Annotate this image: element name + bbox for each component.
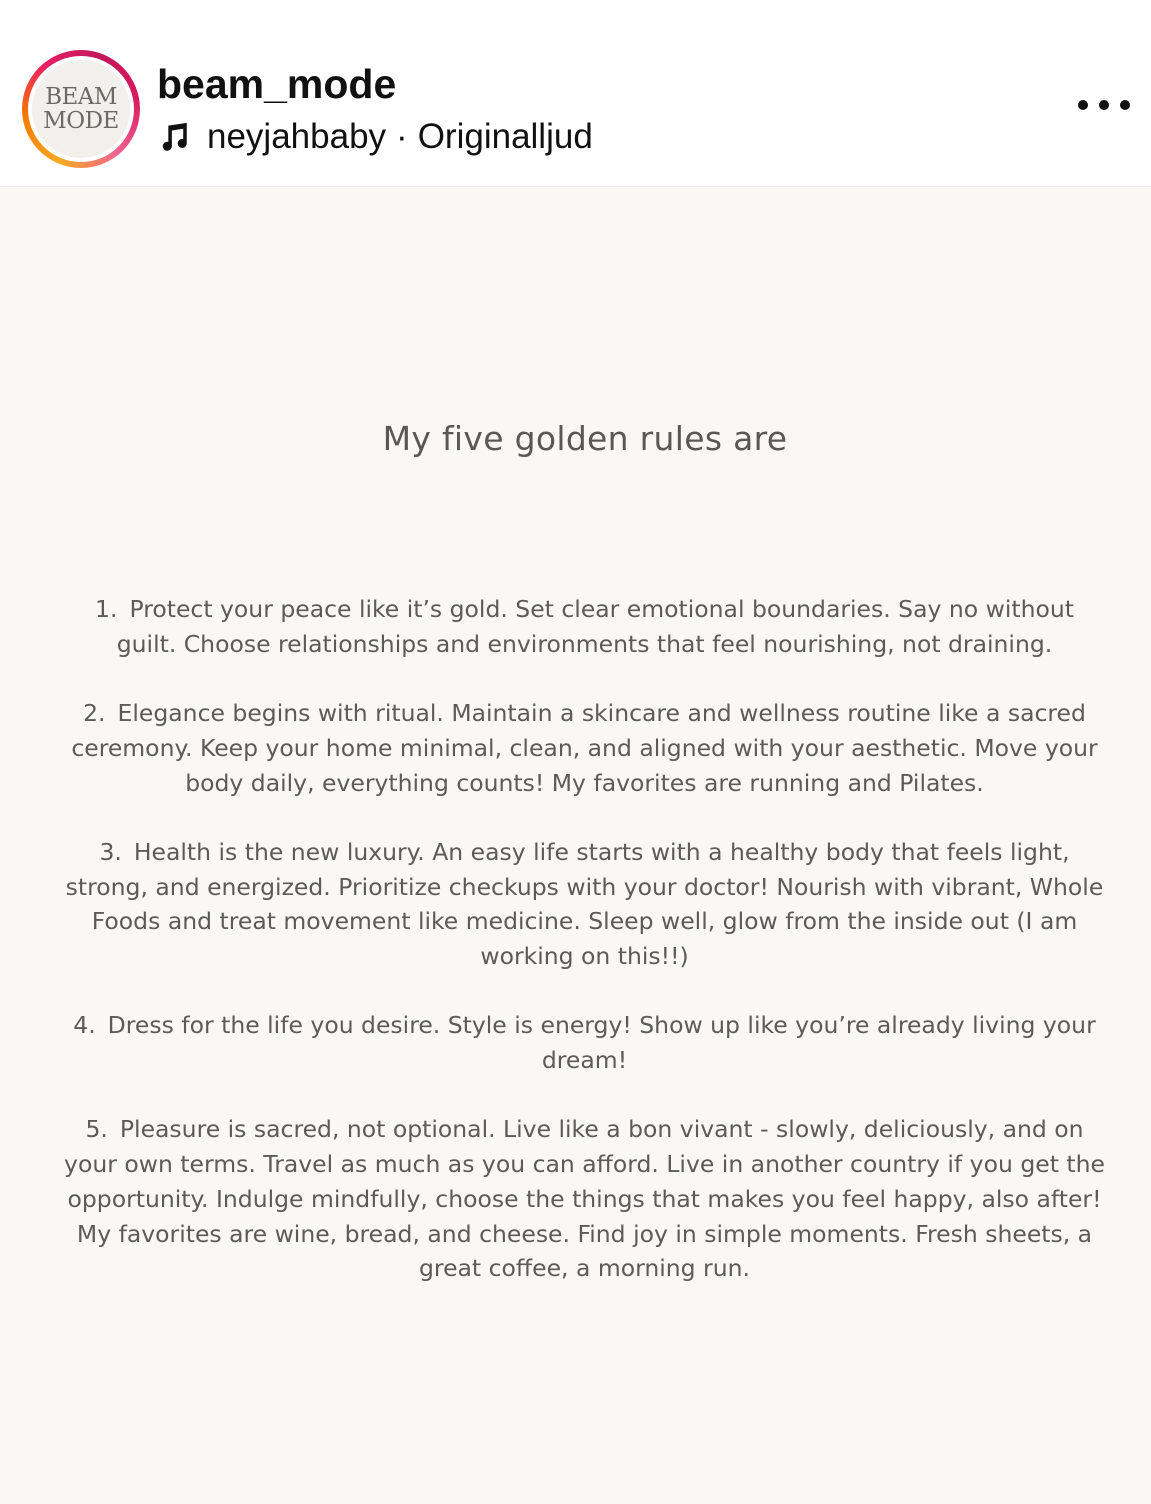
rule-item (62, 1008, 1107, 1077)
rule-item (62, 592, 1107, 661)
rule-number: 1. (95, 595, 118, 623)
story-ring[interactable] (22, 50, 140, 168)
music-note-icon (157, 120, 191, 154)
audio-separator: · (396, 117, 408, 156)
post-image (0, 187, 1151, 1504)
username-link[interactable]: beam_mode (157, 61, 397, 107)
audio-artist: neyjahbaby (207, 117, 387, 156)
post-title: My five golden rules are (382, 419, 788, 458)
avatar-text-line2: MODE (43, 108, 119, 134)
avatar[interactable] (32, 60, 130, 158)
rule-text: Dress for the life you desire. Style is energy! Show up like you’re already living your dream! (107, 1011, 1096, 1075)
rules-list (62, 592, 1107, 1321)
more-options-icon (1078, 100, 1130, 110)
rule-number: 3. (99, 837, 122, 866)
avatar-text-line1: BEAM (45, 84, 117, 110)
rule-text: Pleasure is sacred, not optional. Live like a bon vivant - slowly, deliciously, and on your own terms. Travel as much as you can afford. Live in another country if you get the opportunity. Indulge mindfully, choose the things that makes you feel happy, also after! My favorites are wine, bread, and cheese. Find joy in simple moments. Fresh sheets, a great coffee, a morning run. (64, 1115, 1105, 1283)
rule-text: Health is the new luxury. An easy life starts with a healthy body that feels light, strong, and energized. Prioritize checkups with your doctor! Nourish with vibrant, Whole Foods and treat movement like medicine. Sleep well, glow from the inside out (I am working on this!!) (65, 837, 1104, 970)
audio-attribution[interactable] (157, 114, 593, 160)
rule-text: Protect your peace like it’s gold. Set clear emotional boundaries. Say no without guilt. Choose relationships and environments that feel nourishing, not draining. (116, 595, 1074, 658)
rule-number: 2. (83, 699, 106, 728)
post-header (0, 0, 1151, 187)
rule-text: Elegance begins with ritual. Maintain a skincare and wellness routine like a sacred ceremony. Keep your home minimal, clean, and aligned with your aesthetic. Move your body daily, everything counts! My favorites are running and Pilates. (71, 699, 1098, 797)
avatar-border (28, 56, 134, 162)
rule-item (62, 696, 1107, 800)
more-options-button[interactable] (1078, 90, 1130, 120)
rule-item (62, 1112, 1107, 1286)
rule-number: 4. (73, 1011, 96, 1040)
audio-label: Originalljud (417, 117, 593, 156)
rule-number: 5. (85, 1115, 108, 1144)
rule-item (62, 835, 1107, 974)
